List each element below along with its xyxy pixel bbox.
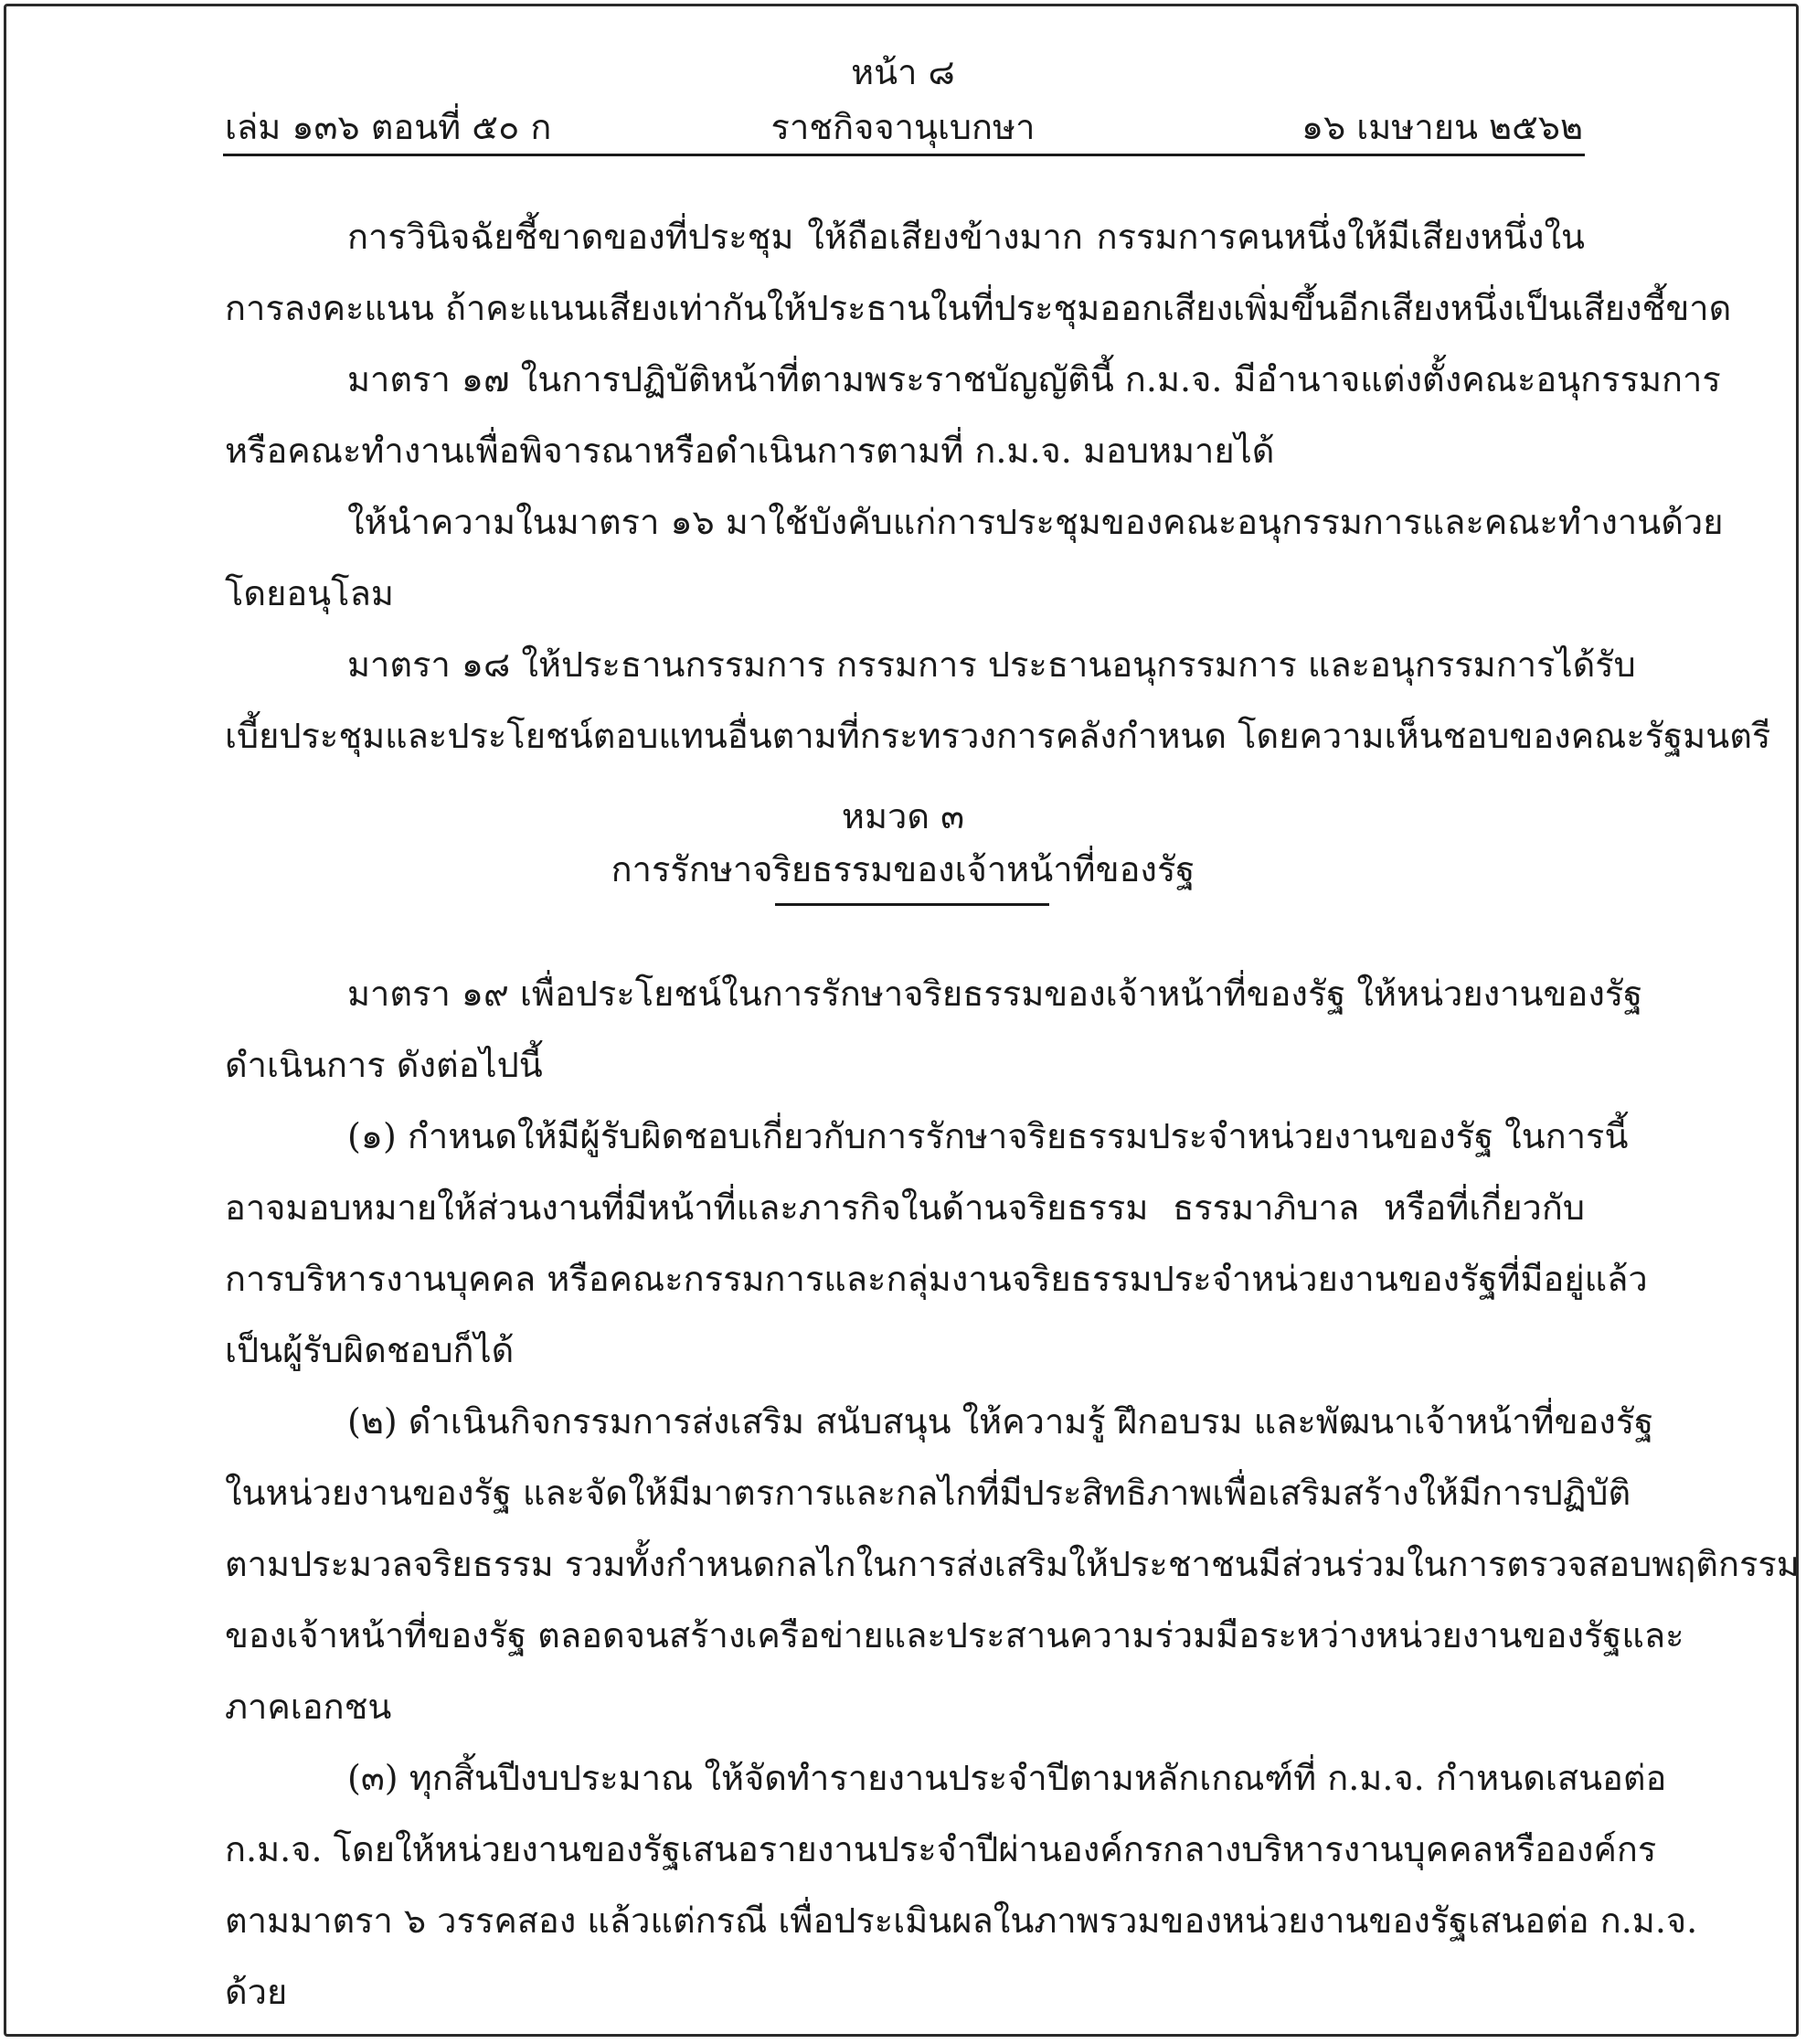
page-number: หน้า ๘	[851, 52, 955, 92]
text-line: โดยอนุโลม	[225, 573, 394, 613]
text-line: ของเจ้าหน้าที่ของรัฐ ตลอดจนสร้างเครือข่ายและประสานความร่วมมือระหว่างหน่วยงานของรัฐและ	[225, 1615, 1684, 1655]
text-line: ด้วย	[225, 1972, 288, 2012]
publication-date: ๑๖ เมษายน ๒๕๖๒	[1301, 107, 1583, 147]
section-18-line: มาตรา ๑๘ ให้ประธานกรรมการ กรรมการ ประธานอนุกรรมการ และอนุกรรมการได้รับ	[347, 644, 1636, 685]
text-line: ตามมาตรา ๖ วรรคสอง แล้วแต่กรณี เพื่อประเมินผลในภาพรวมของหน่วยงานของรัฐเสนอต่อ ก.ม.จ.	[225, 1900, 1698, 1941]
text-line: ดำเนินการ ดังต่อไปนี้	[225, 1045, 543, 1085]
item-3-line: (๓) ทุกสิ้นปีงบประมาณ ให้จัดทำรายงานประจำปีตามหลักเกณฑ์ที่ ก.ม.จ. กำหนดเสนอต่อ	[347, 1758, 1667, 1798]
section-19-line: มาตรา ๑๙ เพื่อประโยชน์ในการรักษาจริยธรรมของเจ้าหน้าที่ของรัฐ ให้หน่วยงานของรัฐ	[347, 974, 1643, 1014]
publication-title: ราชกิจจานุเบกษา	[770, 107, 1036, 147]
volume-issue: เล่ม ๑๓๖ ตอนที่ ๕๐ ก	[225, 107, 552, 147]
text-line: อาจมอบหมายให้ส่วนงานที่มีหน้าที่และภารกิจในด้านจริยธรรม ธรรมาภิบาล หรือที่เกี่ยวกับ	[225, 1187, 1585, 1228]
text-line: หรือคณะทำงานเพื่อพิจารณาหรือดำเนินการตามที่ ก.ม.จ. มอบหมายได้	[225, 431, 1275, 471]
text-line: การลงคะแนน ถ้าคะแนนเสียงเท่ากันให้ประธานในที่ประชุมออกเสียงเพิ่มขึ้นอีกเสียงหนึ่งเป็นเสียงชี้ขาด	[225, 288, 1732, 328]
section-17-line: มาตรา ๑๗ ในการปฏิบัติหน้าที่ตามพระราชบัญญัตินี้ ก.ม.จ. มีอำนาจแต่งตั้งคณะอนุกรรมการ	[347, 359, 1721, 399]
chapter-title: การรักษาจริยธรรมของเจ้าหน้าที่ของรัฐ	[611, 849, 1195, 889]
item-1-line: (๑) กำหนดให้มีผู้รับผิดชอบเกี่ยวกับการรักษาจริยธรรมประจำหน่วยงานของรัฐ ในการนี้	[347, 1116, 1629, 1156]
text-line: ให้นำความในมาตรา ๑๖ มาใช้บังคับแก่การประชุมของคณะอนุกรรมการและคณะทำงานด้วย	[347, 502, 1724, 542]
text-line: ตามประมวลจริยธรรม รวมทั้งกำหนดกลไกในการส่งเสริมให้ประชาชนมีส่วนร่วมในการตรวจสอบพฤติกรรม	[225, 1544, 1800, 1584]
item-2-line: (๒) ดำเนินกิจกรรมการส่งเสริม สนับสนุน ให้ความรู้ ฝึกอบรม และพัฒนาเจ้าหน้าที่ของรัฐ	[347, 1401, 1654, 1442]
header-divider	[223, 154, 1585, 156]
text-line: การบริหารงานบุคคล หรือคณะกรรมการและกลุ่มงานจริยธรรมประจำหน่วยงานของรัฐที่มีอยู่แล้ว	[225, 1259, 1648, 1299]
text-line: ในหน่วยงานของรัฐ และจัดให้มีมาตรการและกลไกที่มีประสิทธิภาพเพื่อเสริมสร้างให้มีการปฏิบัติ	[225, 1473, 1631, 1513]
text-line: เป็นผู้รับผิดชอบก็ได้	[225, 1330, 515, 1370]
chapter-divider	[775, 903, 1049, 906]
text-line: เบี้ยประชุมและประโยชน์ตอบแทนอื่นตามที่กระทรวงการคลังกำหนด โดยความเห็นชอบของคณะรัฐมนตรี	[225, 716, 1771, 756]
text-line: ก.ม.จ. โดยให้หน่วยงานของรัฐเสนอรายงานประจำปีผ่านองค์กรกลางบริหารงานบุคคลหรือองค์กร	[225, 1829, 1657, 1869]
chapter-number: หมวด ๓	[841, 796, 965, 836]
text-line: การวินิจฉัยชี้ขาดของที่ประชุม ให้ถือเสียงข้างมาก กรรมการคนหนึ่งให้มีเสียงหนึ่งใน	[347, 217, 1585, 257]
text-line: ภาคเอกชน	[225, 1687, 392, 1727]
